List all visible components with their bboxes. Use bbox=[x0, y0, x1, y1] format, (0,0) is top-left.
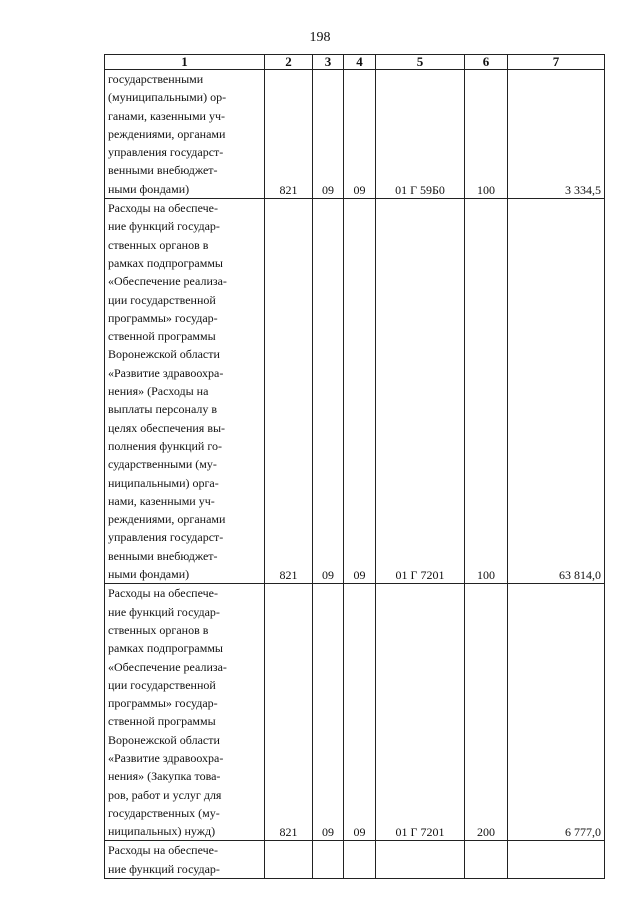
description-line: ние функций государ- bbox=[108, 604, 220, 619]
header-row bbox=[105, 55, 605, 70]
description-line: государственными bbox=[108, 72, 204, 86]
description-line: ными фондами) bbox=[108, 567, 190, 582]
subsection-code-cell: 09 bbox=[344, 199, 376, 584]
expense-type-cell: 100 bbox=[465, 70, 508, 199]
table-row bbox=[105, 841, 605, 879]
description-line: рамках подпрограммы bbox=[108, 641, 223, 656]
description-line: реждениями, органами bbox=[108, 126, 226, 141]
section-code-cell bbox=[313, 841, 344, 879]
description-line: нения» (Закупка това- bbox=[108, 769, 221, 784]
description-line: реждениями, органами bbox=[108, 512, 226, 527]
target-article-cell: 01 Г 7201 bbox=[376, 199, 465, 584]
expense-type-cell: 200 bbox=[465, 584, 508, 841]
column-header-4: 4 bbox=[344, 55, 376, 70]
column-header-1: 1 bbox=[105, 55, 265, 70]
description-line: сударственными (му- bbox=[108, 457, 217, 472]
amount-cell bbox=[508, 841, 605, 879]
description-line: целях обеспечения вы- bbox=[108, 420, 226, 435]
description-line: ниципальными) орга- bbox=[108, 475, 219, 490]
subsection-code-cell bbox=[344, 841, 376, 879]
column-header-3: 3 bbox=[313, 55, 344, 70]
expense-type-cell: 100 bbox=[465, 199, 508, 584]
description-line: «Развитие здравоохра- bbox=[108, 750, 224, 765]
column-header-2: 2 bbox=[265, 55, 313, 70]
amount-cell: 63 814,0 bbox=[508, 199, 605, 584]
description-line: ции государственной bbox=[108, 677, 216, 692]
target-article-cell bbox=[376, 841, 465, 879]
description-line: Расходы на обеспече- bbox=[108, 843, 218, 858]
column-header-6: 6 bbox=[465, 55, 508, 70]
description-line: Воронежской области bbox=[108, 347, 220, 362]
description-line: ственных органов в bbox=[108, 237, 209, 252]
budget-table bbox=[104, 54, 605, 879]
section-code-cell: 09 bbox=[313, 70, 344, 199]
ministry-code-cell: 821 bbox=[265, 584, 313, 841]
description-line: Расходы на обеспече- bbox=[108, 586, 218, 601]
description-line: венными внебюджет- bbox=[108, 548, 218, 563]
description-line: Воронежской области bbox=[108, 732, 220, 747]
subsection-code-cell: 09 bbox=[344, 584, 376, 841]
description-line: полнения функций го- bbox=[108, 438, 222, 453]
expense-type-cell bbox=[465, 841, 508, 879]
ministry-code-cell: 821 bbox=[265, 199, 313, 584]
ministry-code-cell bbox=[265, 841, 313, 879]
description-line: ниципальных) нужд) bbox=[108, 824, 216, 839]
description-line: ганами, казенными уч- bbox=[108, 108, 226, 123]
ministry-code-cell: 821 bbox=[265, 70, 313, 199]
description-line: венными внебюджет- bbox=[108, 163, 218, 178]
target-article-cell: 01 Г 7201 bbox=[376, 584, 465, 841]
description-line: нения» (Расходы на bbox=[108, 384, 209, 399]
description-cell bbox=[105, 584, 265, 841]
description-line: управления государст- bbox=[108, 530, 224, 545]
section-code-cell: 09 bbox=[313, 584, 344, 841]
description-cell bbox=[105, 199, 265, 584]
description-line: «Развитие здравоохра- bbox=[108, 365, 224, 380]
description-line: ние функций государ- bbox=[108, 861, 220, 876]
description-line: программы» государ- bbox=[108, 310, 218, 325]
description-line: ственной программы bbox=[108, 714, 216, 729]
section-code-cell: 09 bbox=[313, 199, 344, 584]
description-line: ственной программы bbox=[108, 329, 216, 344]
description-line: «Обеспечение реализа- bbox=[108, 659, 227, 674]
description-line: ров, работ и услуг для bbox=[108, 787, 222, 802]
description-line: нами, казенными уч- bbox=[108, 493, 215, 508]
table-row bbox=[105, 584, 605, 841]
description-line: Расходы на обеспече- bbox=[108, 201, 218, 216]
description-line: ние функций государ- bbox=[108, 219, 220, 234]
description-line: (муниципальными) ор- bbox=[108, 90, 227, 105]
page-number: 198 bbox=[309, 30, 331, 45]
description-line: управления государст- bbox=[108, 145, 224, 160]
description-line: ственных органов в bbox=[108, 622, 209, 637]
description-line: ными фондами) bbox=[108, 181, 190, 196]
description-line: «Обеспечение реализа- bbox=[108, 274, 227, 289]
amount-cell: 6 777,0 bbox=[508, 584, 605, 841]
description-line: выплаты персоналу в bbox=[108, 402, 218, 417]
amount-cell: 3 334,5 bbox=[508, 70, 605, 199]
description-line: программы» государ- bbox=[108, 696, 218, 711]
description-line: рамках подпрограммы bbox=[108, 255, 223, 270]
column-header-7: 7 bbox=[508, 55, 605, 70]
description-cell bbox=[105, 841, 265, 879]
table-row bbox=[105, 70, 605, 199]
description-cell bbox=[105, 70, 265, 199]
column-header-5: 5 bbox=[376, 55, 465, 70]
subsection-code-cell: 09 bbox=[344, 70, 376, 199]
description-line: ции государственной bbox=[108, 292, 216, 307]
description-line: государственных (му- bbox=[108, 805, 220, 820]
target-article-cell: 01 Г 59Б0 bbox=[376, 70, 465, 199]
table-row bbox=[105, 199, 605, 584]
